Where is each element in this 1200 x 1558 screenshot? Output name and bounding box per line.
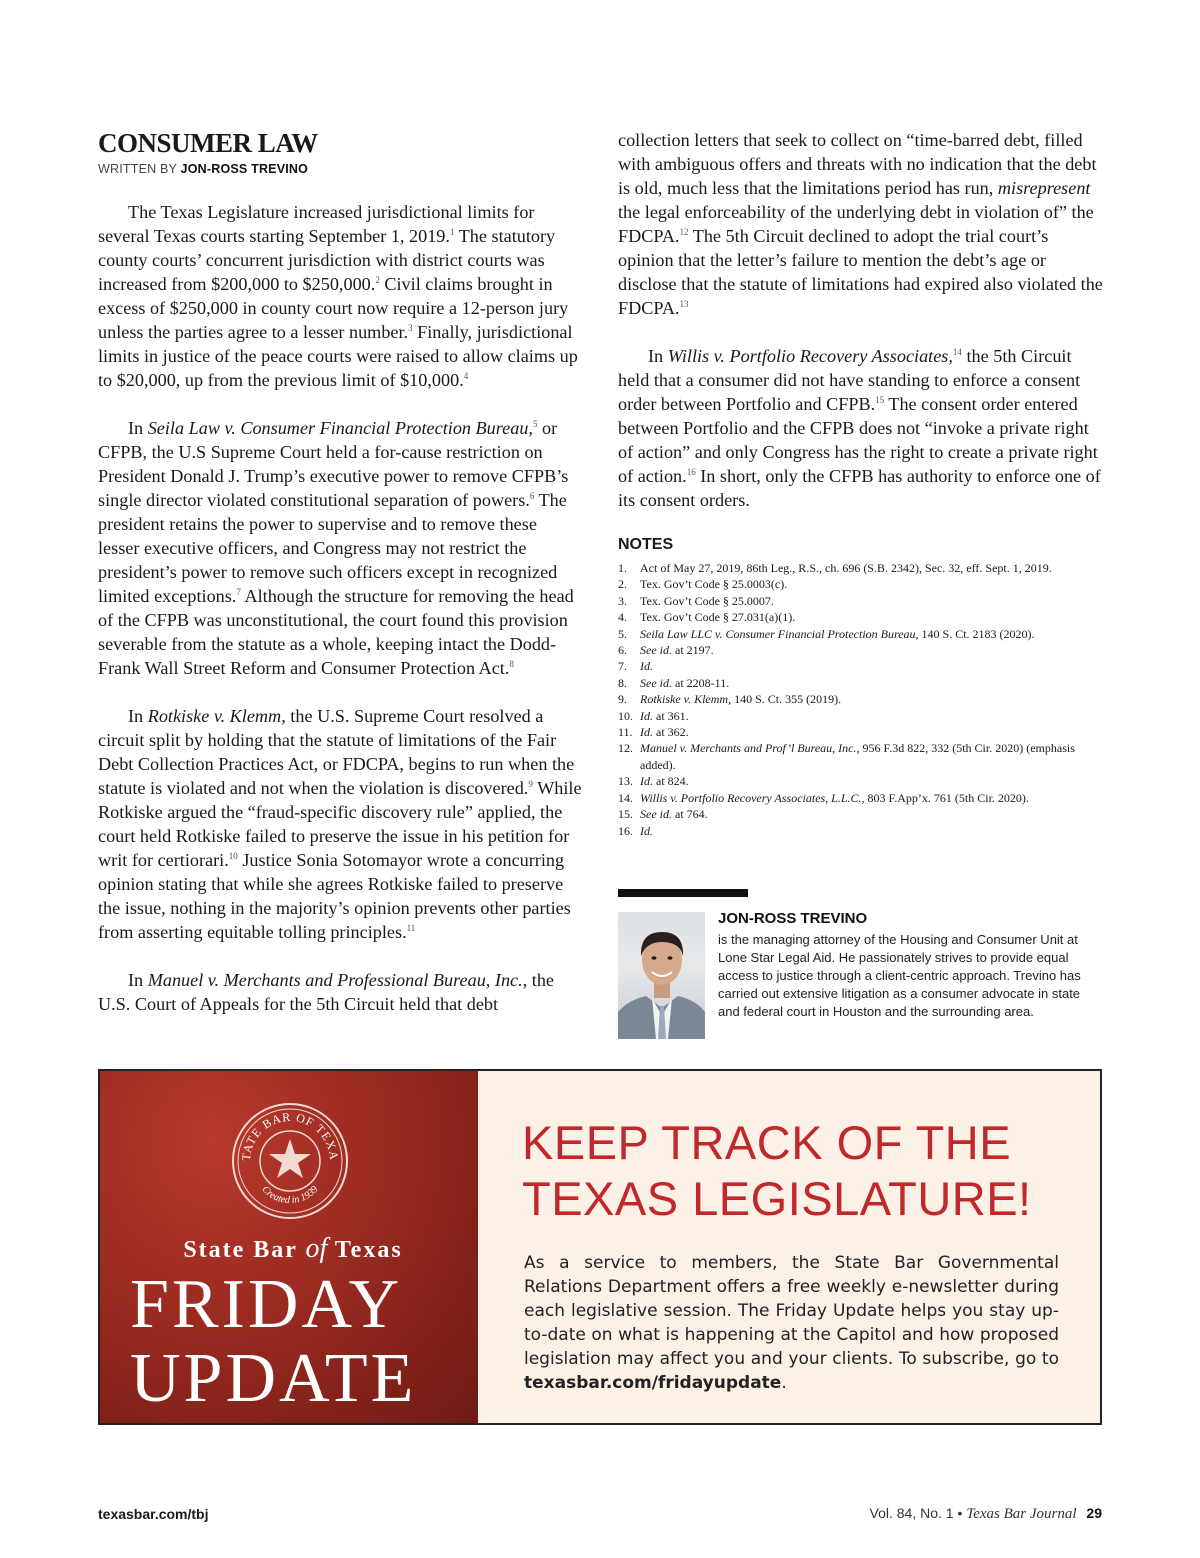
brand-text: Texas [327,1237,403,1263]
ad-body [524,1251,1059,1395]
note-item [618,740,1104,773]
note-detail: at 361. [653,708,689,723]
author-photo [618,912,705,1039]
paragraph-4 [98,968,582,1016]
note-text [640,642,1104,658]
footnote-ref: 13 [679,298,689,309]
author-divider [618,889,748,897]
text-run: In [648,346,668,366]
footnote-ref: 10 [228,850,238,861]
note-text [640,658,1104,674]
case-name: Rotkiske v. Klemm, [147,706,286,726]
note-citation: Id. [640,725,653,740]
note-detail: at 824. [653,774,689,789]
note-text [640,609,1104,625]
article-body-left [98,200,582,1016]
note-citation: Id. [640,774,653,789]
note-detail: Tex. Gov’t Code § 25.0007. [640,593,774,608]
text-run: Justice Sonia Sotomayor wrote a concurring opinion stating that while she agrees Rotkiske failed to preserve the issue, nothing in the majority’s opinion prevents other parties from asserting equitable tolling principles. [98,850,571,942]
headline-line-2: TEXAS LEGISLATURE! [522,1172,1032,1225]
note-text [640,593,1104,609]
author-description: is the managing attorney of the Housing and Consumer Unit at Lone Star Legal Aid. He passionately strives to provide equal access to justice through a client-centric approach. Trevino has carried out extensive litigation as a consumer advocate in state and federal court in Houston and the surrounding area. [718,932,1081,1019]
note-number: 14. [618,790,633,805]
note-item [618,790,1104,806]
case-name: Seila Law v. Consumer Financial Protection Bureau, [147,418,533,438]
note-number: 2. [618,577,627,592]
note-number: 7. [618,659,627,674]
emphasis: misrepresent [997,178,1091,198]
ad-content-panel [478,1071,1100,1423]
note-item [618,560,1104,576]
case-name: Willis v. Portfolio Recovery Associates, [667,346,953,366]
text-run: The statutory county courts’ concurrent jurisdiction with district courts was increased from $200,000 to $250,000. [98,226,556,294]
note-citation: See id. [640,643,672,658]
note-number: 16. [618,823,633,838]
footnote-ref: 8 [509,658,514,669]
case-name: Manuel v. Merchants and Professional Bureau, Inc. [147,970,523,990]
brand-of: of [305,1233,328,1264]
note-number: 11. [618,725,633,740]
note-item [618,658,1104,674]
headline-line-1: KEEP TRACK OF THE [522,1116,1012,1169]
note-detail: 140 S. Ct. 355 (2019). [731,692,842,707]
notes-section [618,536,1104,839]
seal-top-text: TATE BAR OF TEXA [238,1109,342,1162]
note-text [640,626,1104,642]
note-citation: See id. [640,675,672,690]
note-text [640,560,1104,576]
footnote-ref: 9 [528,778,533,789]
note-item [618,724,1104,740]
footer-bullet: • [957,1505,963,1521]
author-name: JON-ROSS TREVINO [718,910,868,927]
ad-body-end: . [781,1373,787,1393]
text-run: or CFPB, the U.S Supreme Court held a for-cause restriction on President Donald J. Trump’s executive power to remove CFPB’s single director violated constitutional separation of powers. [98,418,569,510]
byline-label: WRITTEN BY [98,162,177,176]
note-text [640,724,1104,740]
footer-url[interactable]: texasbar.com/tbj [98,1506,209,1522]
footnote-ref: 4 [463,370,469,381]
note-text [640,806,1104,822]
note-number: 13. [618,774,633,789]
text-run: , the U.S. Court of Appeals for the 5th Circuit held that debt [98,970,554,1014]
text-run: collection letters that seek to collect on “time-barred debt, filled with ambiguous offers and threats with no indication that the debt is old, much less that the limitations period has run, [618,130,1097,198]
footnote-ref: 15 [875,394,885,405]
note-number: 5. [618,626,627,641]
note-text [640,708,1104,724]
note-number: 8. [618,675,627,690]
author-portrait-icon [618,912,705,1039]
seal-bottom-text: Created in 1939 [259,1183,321,1207]
ad-headline [522,1115,1032,1227]
text-run: The president retains the power to supervise and to remove these lesser executive officers, and Congress may not restrict the president’s power to remove such officers except in recognized limited exceptions. [98,490,567,606]
note-citation: Manuel v. Merchants and Prof’l Bureau, Inc., [640,741,860,756]
text-run: the U.S. Supreme Court resolved a circuit split by holding that the statute of limitations of the Fair Debt Collection Practices Act, or FDCPA, begins to run when the statute is violated and not when the violation is discovered. [98,706,575,798]
paragraph-1 [98,200,582,392]
notes-title: NOTES [618,536,674,553]
note-detail: at 362. [653,725,689,740]
note-detail: Act of May 27, 2019, 86th Leg., R.S., ch. 696 (S.B. 2342), Sec. 32, eff. Sept. 1, 2019. [640,561,1052,575]
note-item [618,593,1104,609]
text-run: The consent order entered between Portfolio and the CFPB does not “invoke a private right of action” and only Congress has the right to create a private right of action. [618,394,1098,486]
text-run: Finally, jurisdictional limits in justice of the peace courts were raised to allow claims up to $20,000, up from the previous limit of $10,000. [98,322,578,390]
note-citation: Id. [640,708,653,723]
note-text [640,675,1104,691]
note-item [618,691,1104,707]
footer-issue [870,1505,1103,1523]
text-run: Although the structure for removing the head of the CFPB was unconstitutional, the court found this provision severable from the statute as a whole, keeping intact the Dodd-Frank Wall Street Reform and Consumer Protection Act. [98,586,574,678]
page-number: 29 [1086,1505,1102,1521]
note-number: 9. [618,692,627,707]
text-run: Civil claims brought in excess of $250,000 in county court now require a 12-person jury unless the parties agree to a lesser number. [98,274,569,342]
footnote-ref: 11 [406,922,416,933]
author-bio [718,910,1098,1021]
footnote-ref: 1 [449,226,455,237]
note-item [618,708,1104,724]
right-column [618,128,1104,839]
footnote-ref: 2 [375,274,380,285]
footer-journal: Texas Bar Journal [966,1506,1077,1522]
text-run: In [128,706,148,726]
note-item [618,675,1104,691]
note-item [618,609,1104,625]
note-citation: Willis v. Portfolio Recovery Associates, L.L.C., [640,790,865,805]
paragraph-2 [98,416,582,680]
text-run: The 5th Circuit declined to adopt the trial court’s opinion that the letter’s failure to mention the debt’s age or disclose that the statute of limitations had expired also violated the FDCPA. [618,226,1103,318]
note-detail: 956 F.3d 822, 332 (5th Cir. 2020) (emphasis added). [640,741,1075,772]
note-text [640,773,1104,789]
text-run: In short, only the CFPB has authority to enforce one of its consent orders. [618,466,1101,510]
ad-brand-panel [100,1071,478,1423]
footnote-ref: 3 [408,322,413,333]
paragraph-6 [618,344,1104,512]
text-run: In [128,418,148,438]
text-run: In [128,970,148,990]
note-number: 1. [618,561,627,575]
left-column [98,128,582,1040]
note-detail: at 2208-11. [672,675,730,690]
note-citation: Id. [640,659,653,674]
brand-text: State Bar [183,1237,306,1263]
footnote-ref: 6 [529,490,535,501]
subscribe-link[interactable]: texasbar.com/fridayupdate [524,1373,782,1393]
note-number: 6. [618,643,627,658]
update-title: UPDATE [130,1340,417,1417]
note-detail: Tex. Gov’t Code § 25.0003(c). [640,577,788,592]
note-item [618,626,1104,642]
footer-volume: Vol. 84, No. 1 [869,1505,954,1521]
note-detail: 803 F.App’x. 761 (5th Cir. 2020). [864,790,1029,805]
note-item [618,806,1104,822]
state-bar-wordmark [128,1233,458,1265]
paragraph-3 [98,704,582,944]
footnote-ref: 12 [679,226,689,237]
note-number: 3. [618,593,627,608]
note-item [618,576,1104,592]
note-number: 10. [618,708,633,723]
text-run: While Rotkiske argued the “fraud-specific discovery rule” applied, the court held Rotkiske failed to preserve the issue in his petition for writ for certiorari. [98,778,582,870]
note-number: 15. [618,807,633,822]
note-detail: 140 S. Ct. 2183 (2020). [918,626,1035,641]
note-number: 4. [618,610,627,625]
note-citation: See id. [640,807,672,822]
note-text [640,790,1104,806]
text-run: the legal enforceability of the underlying debt in violation of” the FDCPA. [618,202,1094,246]
note-detail: at 2197. [672,643,714,658]
note-detail: Tex. Gov’t Code § 27.031(a)(1). [640,610,796,625]
footnote-ref: 16 [686,466,696,477]
note-detail: at 764. [672,807,708,822]
note-item [618,642,1104,658]
note-item [618,823,1104,839]
note-item [618,773,1104,789]
text-run: the 5th Circuit held that a consumer did not have standing to enforce a consent order between Portfolio and CFPB. [618,346,1081,414]
note-citation: Seila Law LLC v. Consumer Financial Protection Bureau, [640,626,919,641]
byline-author: JON-ROSS TREVINO [180,162,309,176]
note-citation: Rotkiske v. Klemm, [640,692,732,707]
text-run: The Texas Legislature increased jurisdictional limits for several Texas courts starting September 1, 2019. [98,202,535,246]
notes-list [618,560,1104,839]
friday-title: FRIDAY [130,1266,403,1343]
section-title: CONSUMER LAW [98,128,318,158]
byline [98,162,582,176]
note-text [640,691,1104,707]
article-body-right [618,128,1104,512]
state-bar-seal-icon [230,1101,350,1226]
footnote-ref: 5 [532,418,538,429]
note-text [640,576,1104,592]
note-number: 12. [618,741,633,756]
note-text [640,740,1104,773]
ad-body-text: As a service to members, the State Bar Governmental Relations Department offers a free weekly e-newsletter during each legislative session. The Friday Update helps you stay up-to-date on what is happening at the Capitol and how proposed legislation may affect you and your clients. To subscribe, go to [524,1253,1059,1369]
note-citation: Id. [640,823,653,838]
paragraph-5 [618,128,1104,320]
footnote-ref: 7 [236,586,241,597]
friday-update-ad [98,1069,1102,1425]
note-text [640,823,1104,839]
footnote-ref: 14 [952,346,962,357]
